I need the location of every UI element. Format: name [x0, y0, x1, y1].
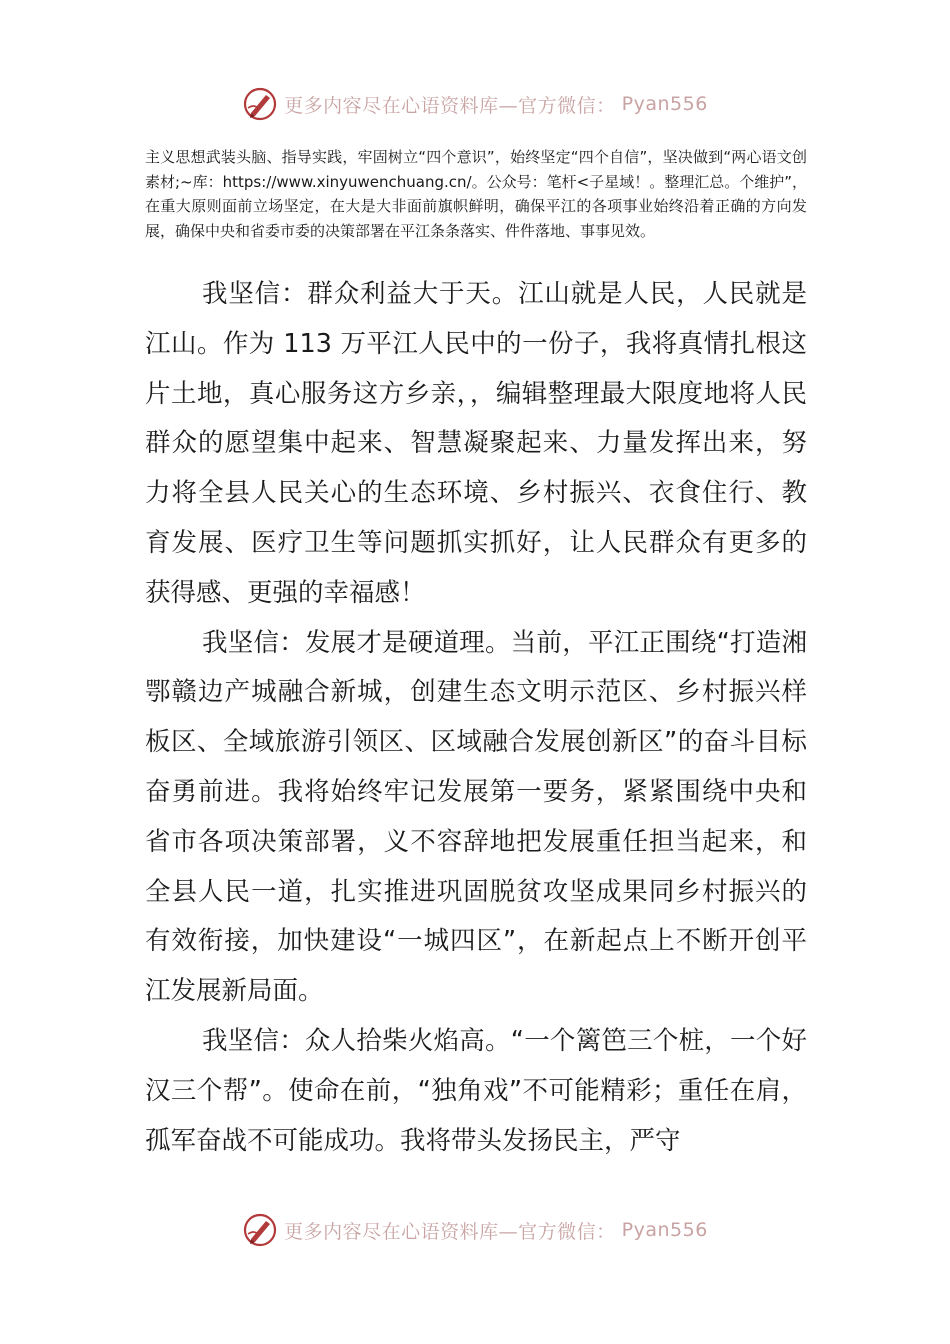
banner-handle: Pyan556 [621, 1219, 708, 1241]
body-paragraph: 我坚信：众人拾柴火焰高。“一个篱笆三个桩，一个好汉三个帮”。使命在前，“独角戏”不可能精彩；重任在肩，孤军奋战不可能成功。我将带头发扬民主，严守 [145, 1025, 807, 1156]
pen-logo-icon [242, 1212, 278, 1248]
pen-logo-icon [242, 86, 278, 122]
page-footer-banner [0, 1212, 950, 1248]
body-paragraph: 我坚信：群众利益大于天。江山就是人民，人民就是江山。作为 113 万平江人民中的一份子，我将真情扎根这片土地，真心服务这方乡亲，，编辑整理最大限度地将人民群众的愿望集中起来、智慧凝聚起来、力量发挥出来，努力将全县人民关心的生态环境、乡村振兴、衣食住行、教育发展、医疗卫生等问题抓实抓好，让人民群众有更多的获得感、更强的幸福感！ [145, 279, 807, 608]
intro-paragraph: 主义思想武装头脑、指导实践，牢固树立“四个意识”，始终坚定“四个自信”，坚决做到“两心语文创素材;~库：https://www.xinyuwenchuang.cn/。公众号：笔杆<子星域！。整理汇总。个维护”，在重大原则面前立场坚定，在大是大非面前旗帜鲜明，确保平江的各项事业始终沿着正确的方向发展，确保中央和省委市委的决策部署在平江条条落实、件件落地、事事见效。 [145, 148, 807, 240]
banner-handle: Pyan556 [621, 93, 708, 115]
body-paragraph: 我坚信：发展才是硬道理。当前，平江正围绕“打造湘鄂赣边产城融合新城，创建生态文明示范区、乡村振兴样板区、全域旅游引领区、区域融合发展创新区”的奋斗目标奋勇前进。我将始终牢记发展第一要务，紧紧围绕中央和省市各项决策部署，义不容辞地把发展重任担当起来，和全县人民一道，扎实推进巩固脱贫攻坚成果同乡村振兴的有效衔接，加快建设“一城四区”，在新起点上不断开创平江发展新局面。 [145, 627, 807, 1007]
main-body [145, 270, 807, 1166]
banner-text: 更多内容尽在心语资料库—官方微信： [284, 1220, 616, 1243]
banner-text: 更多内容尽在心语资料库—官方微信： [284, 94, 616, 117]
page-header-banner [0, 86, 950, 122]
